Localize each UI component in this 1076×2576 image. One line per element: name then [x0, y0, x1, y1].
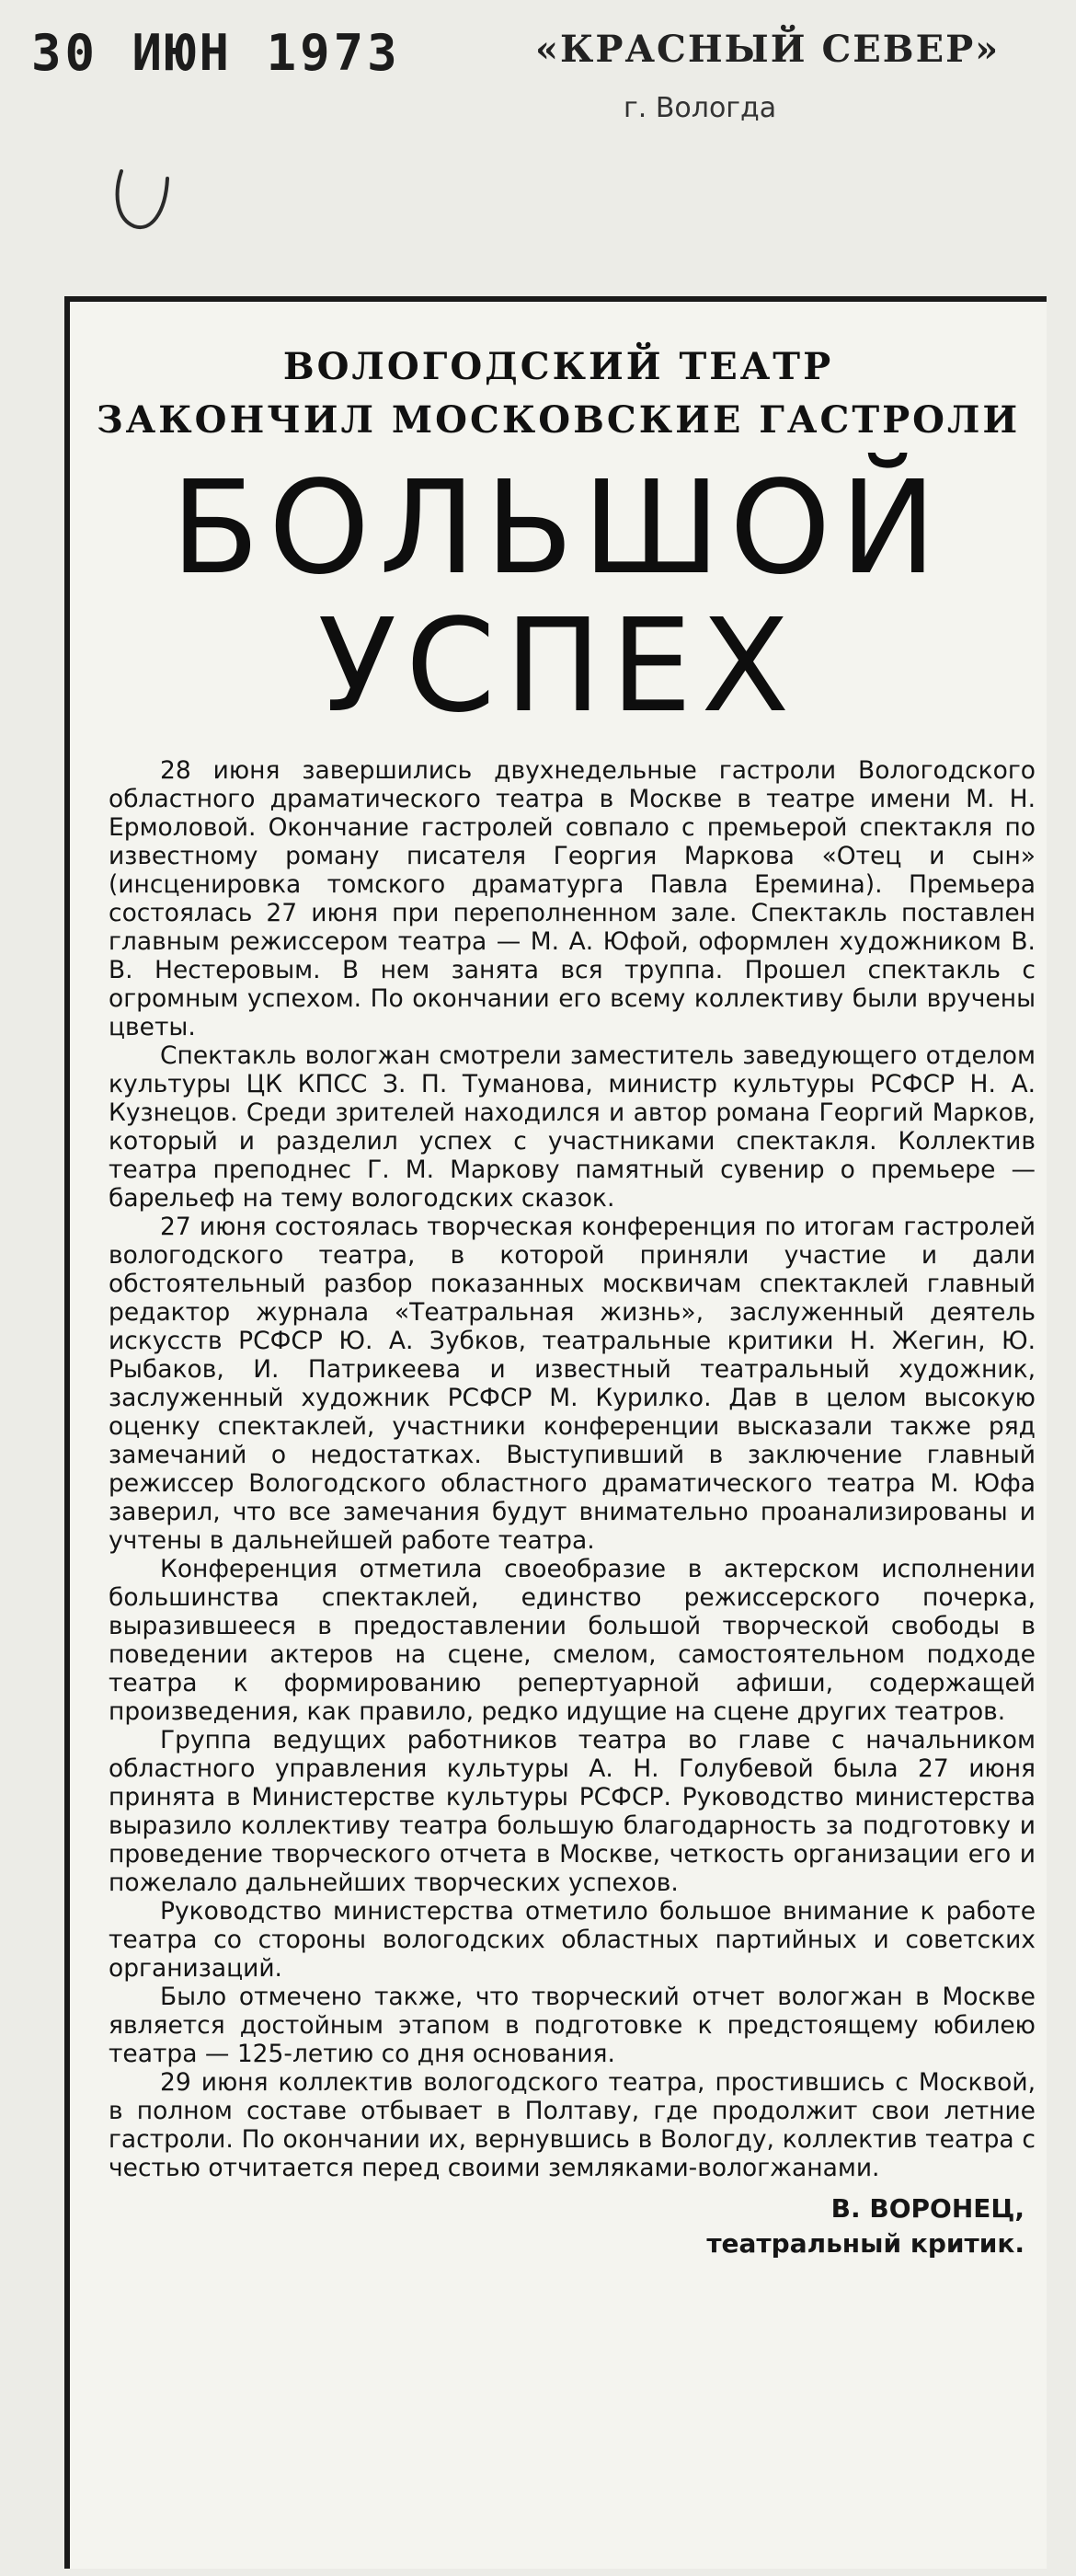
- article-paragraph: Группа ведущих работников театра во главе с начальником областного управления культуры А. Н. Голубевой была 27 июня принята в Министерстве культуры РСФСР. Руководство министерства выразило коллективу театра большую благодарность за подготовку и проведение творческого отчета в Москве, четкость организации его и пожелало дальнейших творческих успехов.: [109, 1726, 1036, 1897]
- article-paragraph: Спектакль вологжан смотрели заместитель заведующего отделом культуры ЦК КПСС З. П. Туманова, министр культуры РСФСР Н. А. Кузнецов. Среди зрителей находился и автор романа Георгий Марков, который и разделил успех с участниками спектакля. Коллектив театра преподнес Г. М. Маркову памятный сувенир о премьере — барельеф на тему вологодских сказок.: [109, 1041, 1036, 1213]
- subheading-line-2: ЗАКОНЧИЛ МОСКОВСКИЕ ГАСТРОЛИ: [96, 398, 1021, 442]
- author-title: театральный критик.: [706, 2228, 1024, 2259]
- article-paragraph: Конференция отметила своеобразие в актерском исполнении большинства спектаклей, единство режиссерского почерка, выразившееся в предоставлении большой творческой свободы в поведении актеров на сцене, смелом, самостоятельном подходе театра к формированию репертуарной афиши, содержащей произведения, как правило, редко идущие на сцене других театров.: [109, 1555, 1036, 1726]
- newspaper-clipping: [64, 296, 1047, 2569]
- article-paragraph: 29 июня коллектив вологодского театра, простившись с Москвой, в полном составе отбывает в Полтаву, где продолжит свои летние гастроли. По окончании их, вернувшись в Вологду, коллектив театра с честью отчитается перед своими земляками-вологжанами.: [109, 2068, 1036, 2182]
- article-paragraph: 28 июня завершились двухнедельные гастроли Вологодского областного драматического театра в Москве в театре имени М. Н. Ермоловой. Окончание гастролей совпало с премьерой спектакля по известному роману писателя Георгия Маркова «Отец и сын» (инсценировка томского драматурга Павла Еремина). Премьера состоялась 27 июня при переполненном зале. Спектакль поставлен главным режиссером театра — М. А. Юфой, оформлен художником В. В. Нестеровым. В нем занята вся труппа. Прошел спектакль с огромным успехом. По окончании его всему коллективу были вручены цветы.: [109, 756, 1036, 1041]
- article-subheading: [70, 340, 1047, 447]
- headline-line-1: БОЛЬШОЙ: [170, 454, 946, 604]
- article-signature: [70, 2191, 1024, 2261]
- subheading-line-1: ВОЛОГОДСКИЙ ТЕАТР: [282, 345, 834, 388]
- newspaper-stamp: «КРАСНЫЙ СЕВЕР»: [535, 28, 1001, 71]
- article-paragraph: Было отмечено также, что творческий отчет вологжан в Москве является достойным этапом в подготовке к предстоящему юбилею театра — 125-летию со дня основания.: [109, 1983, 1036, 2068]
- city-stamp: г. Вологда: [624, 92, 777, 124]
- pencil-mark-icon: [110, 166, 175, 232]
- date-stamp: 30 ИЮН 1973: [31, 24, 401, 82]
- headline-line-2: УСПЕХ: [317, 592, 799, 742]
- article-paragraph: Руководство министерства отметило большое внимание к работе театра со стороны вологодских областных партийных и советских организаций.: [109, 1897, 1036, 1983]
- article-headline: [70, 454, 1047, 742]
- author-name: В. ВОРОНЕЦ,: [830, 2193, 1024, 2224]
- article-body: [109, 756, 1036, 2182]
- article-paragraph: 27 июня состоялась творческая конференция по итогам гастролей вологодского театра, в которой приняли участие и дали обстоятельный разбор показанных москвичам спектаклей главный редактор журнала «Театральная жизнь», заслуженный деятель искусств РСФСР Ю. А. Зубков, театральные критики Н. Жегин, Ю. Рыбаков, И. Патрикеева и известный театральный художник, заслуженный художник РСФСР М. Курилко. Дав в целом высокую оценку спектаклей, участники конференции высказали также ряд замечаний о недостатках. Выступивший в заключение главный режиссер Вологодского областного драматического театра М. Юфа заверил, что все замечания будут внимательно проанализированы и учтены в дальнейшей работе театра.: [109, 1213, 1036, 1555]
